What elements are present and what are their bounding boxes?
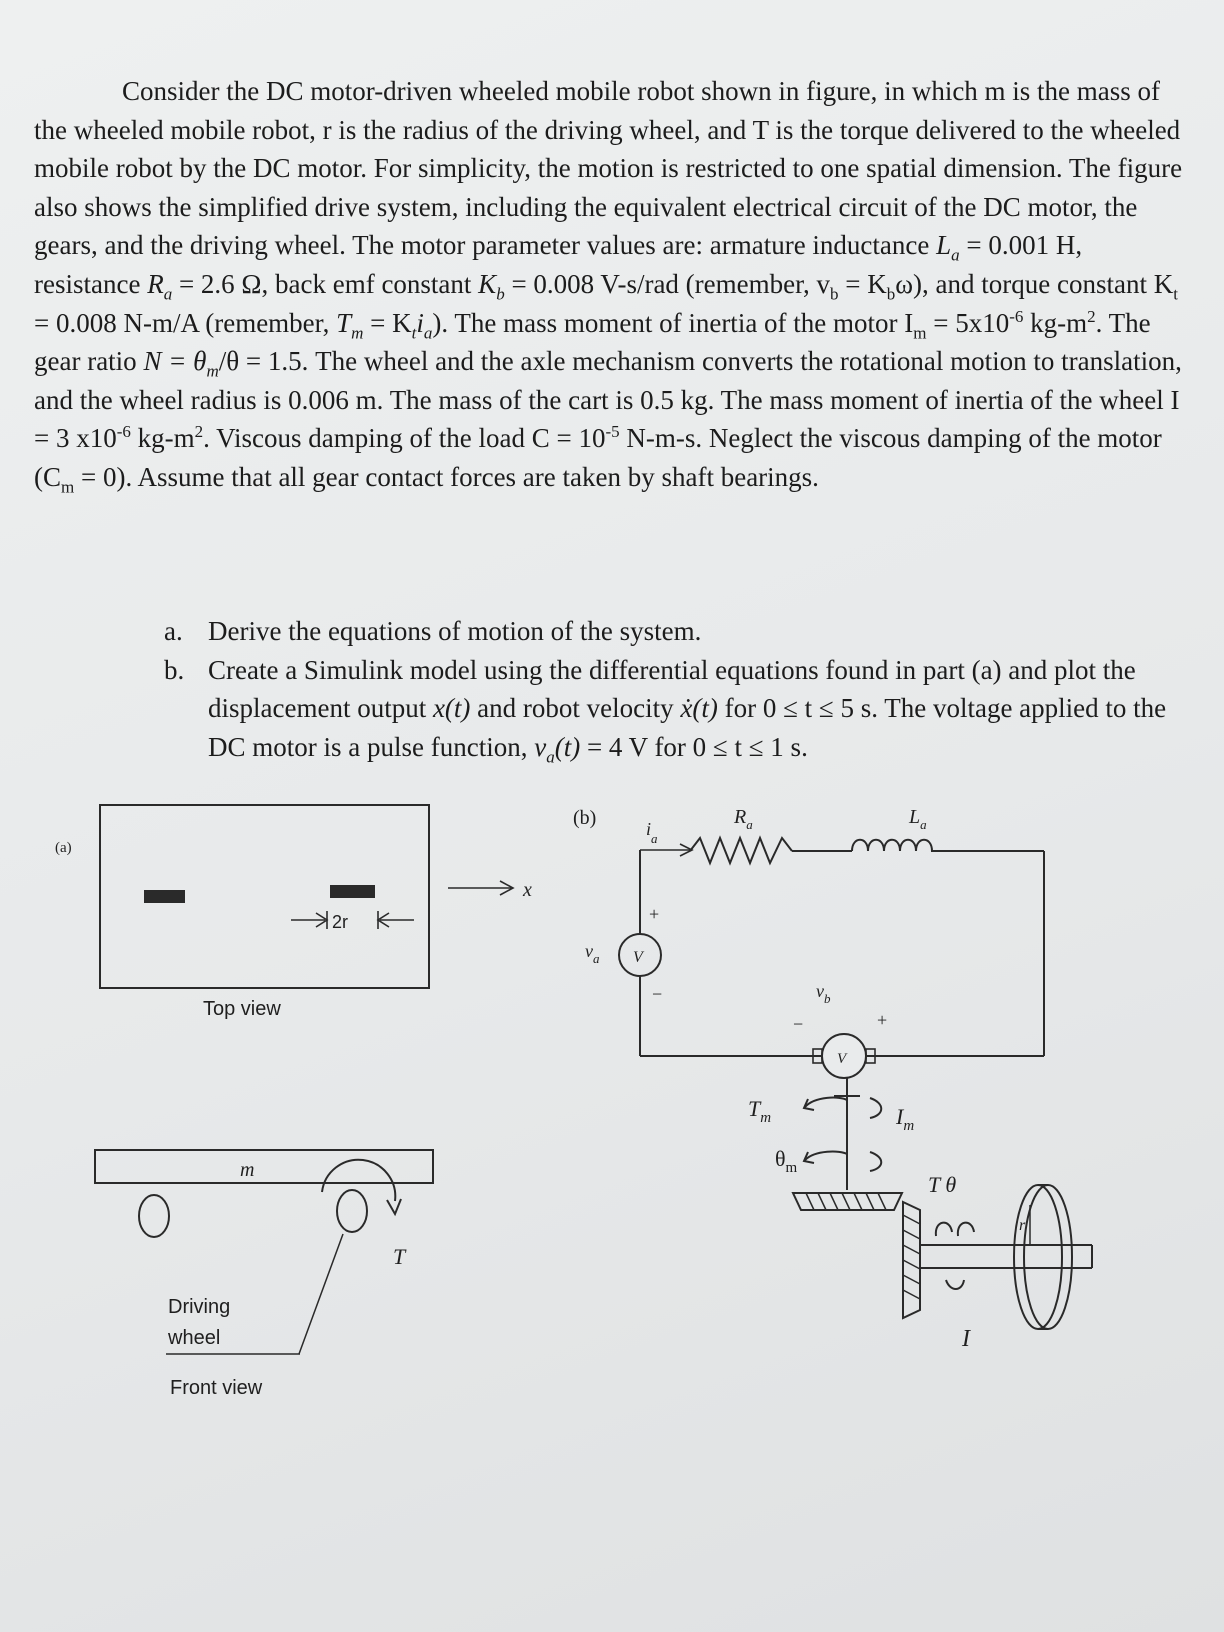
cm-sub: m <box>61 477 75 497</box>
load-damping-arrow <box>946 1280 964 1289</box>
xdot-symbol: ẋ(t) <box>680 693 718 724</box>
la-value: = 0.001 H, resistance <box>34 230 1083 299</box>
leader-line <box>299 1234 343 1354</box>
inductor-coil <box>852 840 965 851</box>
vb-main: v <box>816 981 824 1001</box>
theta-m-sub: m <box>785 1160 798 1176</box>
im-sub: m <box>903 1118 915 1134</box>
torque-arc <box>322 1160 395 1201</box>
front-view-body <box>95 1150 433 1183</box>
rear-wheel <box>139 1195 169 1237</box>
c-exp: -5 <box>605 422 620 442</box>
kb2-sub: b <box>886 284 896 304</box>
kb-sub: b <box>496 284 505 304</box>
kt-sub: t <box>1173 284 1178 304</box>
n-symbol: N = θ <box>143 346 207 377</box>
ra-main: R <box>734 806 747 828</box>
source-v-label: V <box>633 949 643 966</box>
task-letter: b. <box>164 654 185 685</box>
im-value: = 5x10 <box>926 307 1010 338</box>
task-b-end: = 4 V for 0 ≤ t ≤ 1 s. <box>580 731 808 762</box>
va-sub: a <box>546 747 555 767</box>
torque-arrowhead <box>387 1199 401 1214</box>
task-b-mid2: for 0 ≤ t ≤ 5 s. The voltage applied to the DC motor is a pulse function, <box>208 693 1167 762</box>
minus-terminal-source: − <box>652 984 663 1004</box>
tm-relation: = K <box>363 307 412 338</box>
gear-hatching-motor <box>806 1193 886 1210</box>
theta-m-arc-right <box>870 1152 881 1171</box>
gear-intro: . The gear ratio <box>34 307 1151 377</box>
im-label <box>895 1104 914 1134</box>
kt2-sub: t <box>411 322 417 342</box>
theta-m-main: θ <box>775 1146 786 1171</box>
top-view-wheel-right <box>330 885 375 898</box>
n-rest: /θ = 1.5. The wheel and the axle mechanism converts the rotational motion to translation, and the wheel radius is 0.006 m. The mass of the cart is 0.5 kg. The mass moment of inertia of the wheel I = 3 x10 <box>34 346 1182 454</box>
c-rest: N-m-s. Neglect the viscous damping of the motor (C <box>34 423 1162 492</box>
top-view-diagram <box>100 805 532 1020</box>
ia-sub: a <box>651 831 658 846</box>
im-unit: kg-m <box>1023 307 1088 338</box>
ia-symbol: i <box>416 307 424 338</box>
motor-v-label: V <box>837 1051 847 1067</box>
torque-label: T <box>393 1244 406 1269</box>
top-view-caption: Top view <box>203 998 281 1020</box>
x-label: x <box>523 879 532 901</box>
resistor-zigzag <box>690 838 792 863</box>
c-text: . Viscous damping of the load C = 10 <box>203 423 606 454</box>
va-symbol: v <box>534 731 547 762</box>
task-b <box>164 651 1194 767</box>
im-intro: ). The mass moment of inertia of the motor I <box>432 307 914 338</box>
n-sub: m <box>206 361 219 381</box>
problem-text: Consider the DC motor-driven wheeled mobile robot shown in figure, in which m is the mass of the wheeled mobile robot, r is the radius of the driving wheel, and T is the torque delivered to the wheeled mobile robot by the DC motor. For simplicity, the motion is restricted to one spatial dimension. The figure also shows the simplified drive system, including the equivalent electrical circuit of the DC motor, the gears, and the driving wheel. The motor parameter values are: armature inductance <box>34 76 1183 261</box>
t-theta-label: T θ <box>928 1172 957 1197</box>
i-exp: -6 <box>116 422 131 442</box>
wheel-label: wheel <box>168 1327 221 1349</box>
problem-statement <box>34 72 1184 497</box>
driving-wheel <box>337 1190 367 1232</box>
xt-symbol: x(t) <box>432 693 471 724</box>
im-exp: -6 <box>1009 306 1024 326</box>
problem-paragraph <box>34 72 1184 497</box>
task-b-pre: Create a Simulink model using the differential equations found in part (a) and plot the displacement output <box>208 654 1136 724</box>
ia-label <box>646 819 658 846</box>
la-symbol: L <box>936 230 952 261</box>
label-a: (a) <box>55 840 72 856</box>
task-letter: a. <box>164 616 183 646</box>
mass-label: m <box>240 1159 255 1181</box>
va-main: v <box>585 941 593 961</box>
minus-terminal-motor: − <box>793 1014 804 1034</box>
vb-relation: = K <box>838 268 887 299</box>
tm-label <box>748 1096 771 1126</box>
vb-label <box>816 981 831 1006</box>
kb-value: = 0.008 V-s/rad (remember, v <box>504 268 831 299</box>
kb-symbol: K <box>478 268 497 299</box>
gear-hatching-load <box>903 1215 920 1299</box>
tm-sub: m <box>760 1110 772 1126</box>
tm-symbol: T <box>336 307 352 338</box>
ra-sub: a <box>163 284 173 304</box>
va-label <box>585 941 600 966</box>
la-label <box>908 806 927 832</box>
ra-label <box>733 806 753 832</box>
front-view-diagram <box>95 1150 433 1399</box>
va-sub: a <box>593 951 600 966</box>
wheel-inertia-label: I <box>962 1326 970 1352</box>
ia-main: i <box>646 819 652 839</box>
ra-sub: a <box>746 817 753 832</box>
load-wheel-face <box>1024 1185 1072 1329</box>
im-arc <box>870 1098 881 1118</box>
plus-terminal-source: + <box>649 904 660 924</box>
tm-main: T <box>748 1096 761 1121</box>
la-main: L <box>909 806 921 828</box>
label-b: (b) <box>573 807 597 829</box>
i-unit-exp: 2 <box>194 422 204 442</box>
task-text <box>208 651 1194 767</box>
drive-train <box>748 1078 1092 1352</box>
driving-label: Driving <box>168 1296 231 1318</box>
im-sub: m <box>913 322 927 342</box>
va-t: (t) <box>554 731 581 762</box>
task-a <box>164 612 1194 651</box>
cm-rest: = 0). Assume that all gear contact forces are taken by shaft bearings. <box>74 461 819 492</box>
task-list <box>164 612 1194 766</box>
top-view-wheel-left <box>144 890 185 903</box>
im-main: I <box>896 1104 904 1129</box>
ra-symbol: R <box>147 268 164 299</box>
i-unit: kg-m <box>130 423 195 454</box>
vb-sub: b <box>824 991 831 1006</box>
tm-sub: m <box>351 322 364 342</box>
tm-arc <box>805 1098 847 1107</box>
robot-figure <box>0 780 1224 1440</box>
load-wheel-outer <box>1014 1185 1062 1329</box>
task-b-mid: and robot velocity <box>470 693 681 724</box>
task-text: Derive the equations of motion of the system. <box>208 616 702 646</box>
front-view-caption: Front view <box>170 1377 263 1399</box>
load-rotation-arrow-2 <box>958 1223 974 1236</box>
theta-m-arc <box>805 1152 847 1160</box>
kt-intro: ω), and torque constant K <box>895 268 1174 299</box>
la-sub: a <box>951 245 960 265</box>
la-sub: a <box>920 817 927 832</box>
kt-value: = 0.008 N-m/A (remember, <box>34 307 337 338</box>
plus-terminal-motor: + <box>877 1010 888 1030</box>
ia-sub: a <box>423 322 433 342</box>
circuit-diagram <box>573 806 1044 1078</box>
radius-label: r <box>1019 1217 1026 1234</box>
theta-m-label <box>775 1146 798 1176</box>
two-r-label: 2r <box>332 912 349 932</box>
load-rotation-arrow-1 <box>936 1223 952 1236</box>
vb-sub: b <box>830 284 839 304</box>
ra-value: = 2.6 Ω, back emf constant <box>172 268 479 299</box>
im-unit-exp: 2 <box>1087 306 1096 326</box>
